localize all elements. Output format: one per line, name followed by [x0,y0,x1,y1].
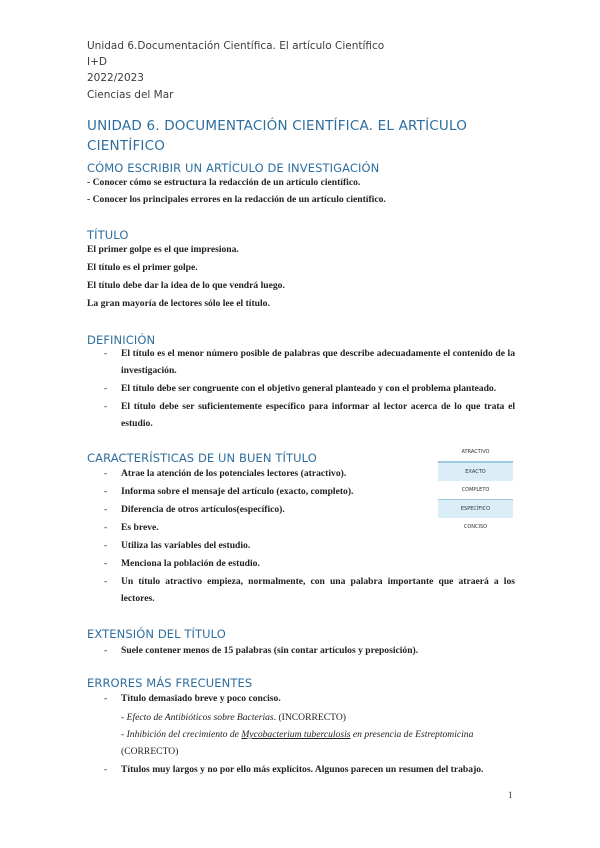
list-item: Título demasiado breve y poco conciso. [121,693,281,704]
list-item: El título debe ser congruente con el objetivo general planteado y con el problema planteado. [121,383,497,394]
attributes-table [438,443,513,536]
bullet-dash: - [104,486,108,497]
bullet-dash: - [104,383,108,394]
page-title-line2: CIENTÍFICO [87,138,166,154]
bullet-dash: - [104,764,108,775]
bullet-dash: - [104,504,108,515]
list-item: - Conocer los principales errores en la redacción de un artículo científico. [87,194,386,205]
table-row: ESPECÍFICO [438,499,513,518]
header-subject: I+D [87,56,107,68]
list-item: Utiliza las variables del estudio. [121,540,251,551]
list-item: Títulos muy largos y no por ello más explícitos. Algunos parecen un resumen del trabajo. [121,764,484,775]
table-row: CONCISO [463,524,488,530]
bullet-dash: - [104,645,108,656]
section-heading-extension: EXTENSIÓN DEL TÍTULO [87,627,226,641]
paragraph-line: El título debe dar la idea de lo que vendrá luego. [87,280,285,291]
bullet-dash: - [104,401,108,412]
page-title-line1: UNIDAD 6. DOCUMENTACIÓN CIENTÍFICA. EL ARTÍCULO [87,118,468,134]
example-incorrect-text: - Efecto de Antibióticos sobre Bacterias [121,712,274,723]
section-heading-caracteristicas: CARACTERÍSTICAS DE UN BUEN TÍTULO [87,451,317,465]
section-heading-errores: ERRORES MÁS FRECUENTES [87,676,253,690]
example-correct [121,726,515,743]
paragraph-line: El título es el primer golpe. [87,262,198,273]
list-item: Un título atractivo empieza, normalmente, con una palabra importante que atraerá a los lectores. [121,576,515,604]
example-correct-label: (CORRECTO) [121,746,179,757]
list-item: - Conocer cómo se estructura la redacción de un artículo científico. [87,177,361,188]
page-number: 1 [508,790,513,800]
section-heading-como: CÓMO ESCRIBIR UN ARTÍCULO DE INVESTIGACIÓN [87,161,380,175]
list-item: Informa sobre el mensaje del artículo (exacto, completo). [121,486,354,497]
section-heading-definicion: DEFINICIÓN [87,333,156,347]
bullet-dash: - [104,468,108,479]
page-title [87,116,507,156]
bullet-dash: - [104,558,108,569]
bullet-dash: - [104,693,108,704]
list-item: Atrae la atención de los potenciales lectores (atractivo). [121,468,347,479]
example-correct-text-a: - Inhibición del crecimiento de [121,729,242,740]
example-correct-species: Mycobacterium tuberculosis [241,729,351,740]
paragraph-line: El primer golpe es el que impresiona. [87,244,239,255]
example-correct-text-b: en presencia de Estreptomicina [350,729,474,740]
table-row: ATRACTIVO [438,443,513,462]
header-course: Unidad 6.Documentación Científica. El artículo Científico [87,40,385,52]
list-item: Es breve. [121,522,159,533]
section-heading-titulo: TÍTULO [87,228,129,242]
bullet-dash: - [104,348,108,359]
bullet-dash: - [104,576,108,587]
list-item: Menciona la población de estudio. [121,558,260,569]
header-degree: Ciencias del Mar [87,89,174,101]
list-item: El título es el menor número posible de palabras que describe adecuadamente el contenido de la investigación. [121,348,515,376]
example-incorrect-label: . (INCORRECTO) [273,712,346,723]
header-year: 2022/2023 [87,72,144,84]
list-item: Diferencia de otros artículos(específico). [121,504,285,515]
bullet-dash: - [104,540,108,551]
table-row: COMPLETO [461,487,490,493]
bullet-dash: - [104,522,108,533]
example-incorrect [121,709,346,726]
list-item: Suele contener menos de 15 palabras (sin contar artículos y preposición). [121,645,419,656]
table-row: EXACTO [438,462,513,481]
paragraph-line: La gran mayoría de lectores sólo lee el título. [87,298,270,309]
list-item: El título debe ser suficientemente específico para informar al lector acerca de lo que trata el estudio. [121,401,515,429]
